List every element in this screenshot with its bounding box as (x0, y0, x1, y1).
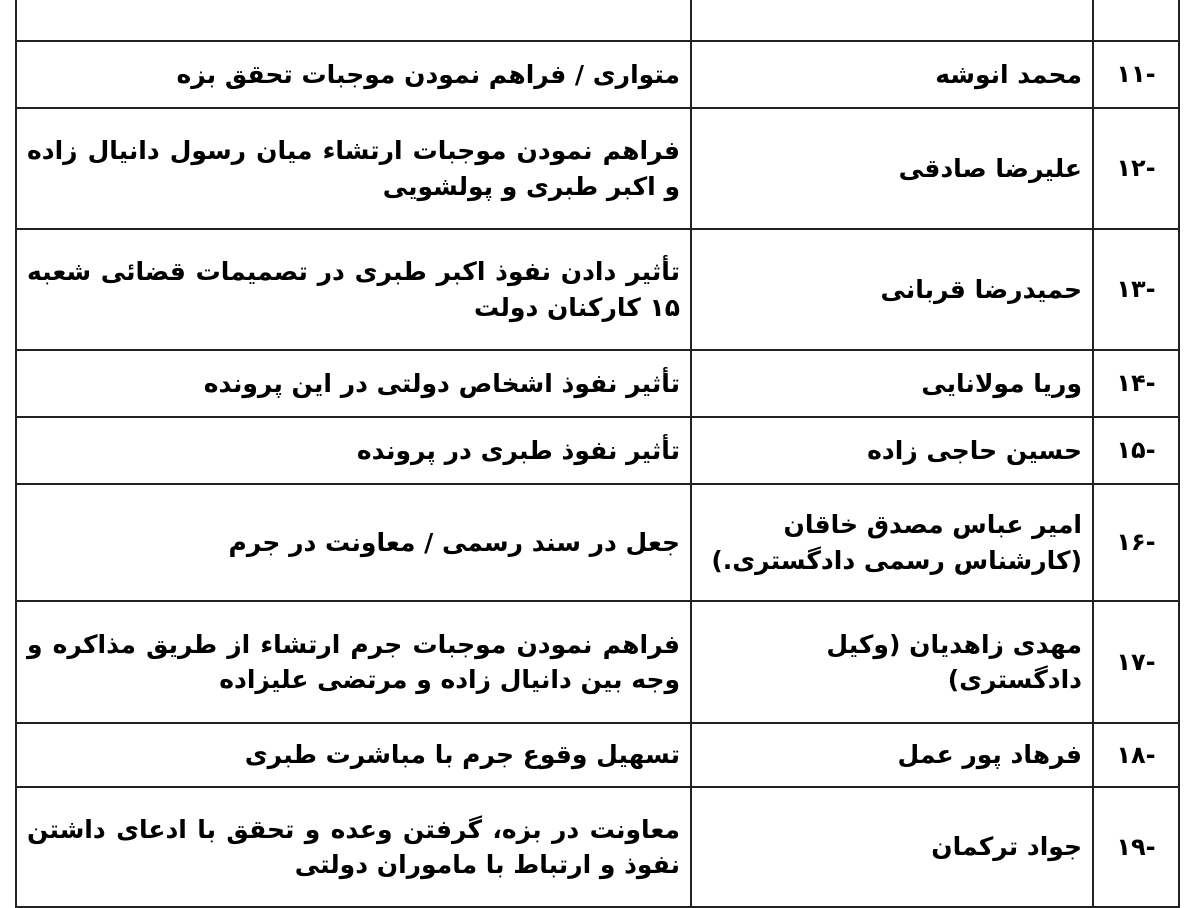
charge-cell: تأثیر نفوذ طبری در پرونده (16, 417, 691, 484)
row-number-cell (1093, 0, 1179, 41)
row-number-cell: -۱۴ (1093, 350, 1179, 417)
table-row (16, 601, 1179, 723)
charge-cell: تأثیر نفوذ اشخاص دولتی در این پرونده (16, 350, 691, 417)
table-row-partial (16, 0, 1179, 41)
table-row (16, 417, 1179, 484)
row-number-cell: -۱۲ (1093, 108, 1179, 229)
table-row (16, 484, 1179, 601)
row-number-cell: -۱۷ (1093, 601, 1179, 723)
charge-cell: تسهیل وقوع جرم با مباشرت طبری (16, 723, 691, 787)
defendant-name-cell (691, 0, 1093, 41)
charge-cell: معاونت در بزه، گرفتن وعده و تحقق با ادعای داشتن نفوذ و ارتباط با ماموران دولتی (16, 787, 691, 907)
row-number-cell: -۱۹ (1093, 787, 1179, 907)
defendants-table (15, 0, 1180, 908)
charge-cell: فراهم نمودن موجبات جرم ارتشاء از طریق مذاکره و وجه بین دانیال زاده و مرتضی علیزاده (16, 601, 691, 723)
row-number-cell: -۱۳ (1093, 229, 1179, 350)
charge-cell: متواری / فراهم نمودن موجبات تحقق بزه (16, 41, 691, 108)
table-row (16, 229, 1179, 350)
table-row (16, 108, 1179, 229)
charge-cell (16, 0, 691, 41)
charge-cell: جعل در سند رسمی / معاونت در جرم (16, 484, 691, 601)
defendant-name-cell: مهدی زاهدیان (وکیل دادگستری) (691, 601, 1093, 723)
row-number-cell: -۱۸ (1093, 723, 1179, 787)
defendant-name-cell: وریا مولانایی (691, 350, 1093, 417)
table-row (16, 787, 1179, 907)
defendant-name-cell: جواد ترکمان (691, 787, 1093, 907)
charge-cell: تأثیر دادن نفوذ اکبر طبری در تصمیمات قضائی شعبه ۱۵ کارکنان دولت (16, 229, 691, 350)
defendant-name-cell: حمیدرضا قربانی (691, 229, 1093, 350)
charge-cell: فراهم نمودن موجبات ارتشاء میان رسول دانیال زاده و اکبر طبری و پولشویی (16, 108, 691, 229)
defendant-name-cell: حسین حاجی زاده (691, 417, 1093, 484)
row-number-cell: -۱۵ (1093, 417, 1179, 484)
table-row (16, 723, 1179, 787)
defendant-name-cell: امیر عباس مصدق خاقان (کارشناس رسمی دادگستری.) (691, 484, 1093, 601)
row-number-cell: -۱۶ (1093, 484, 1179, 601)
defendant-name-cell: فرهاد پور عمل (691, 723, 1093, 787)
defendant-name-cell: محمد انوشه (691, 41, 1093, 108)
row-number-cell: -۱۱ (1093, 41, 1179, 108)
table-row (16, 350, 1179, 417)
defendant-name-cell: علیرضا صادقی (691, 108, 1093, 229)
table-row (16, 41, 1179, 108)
